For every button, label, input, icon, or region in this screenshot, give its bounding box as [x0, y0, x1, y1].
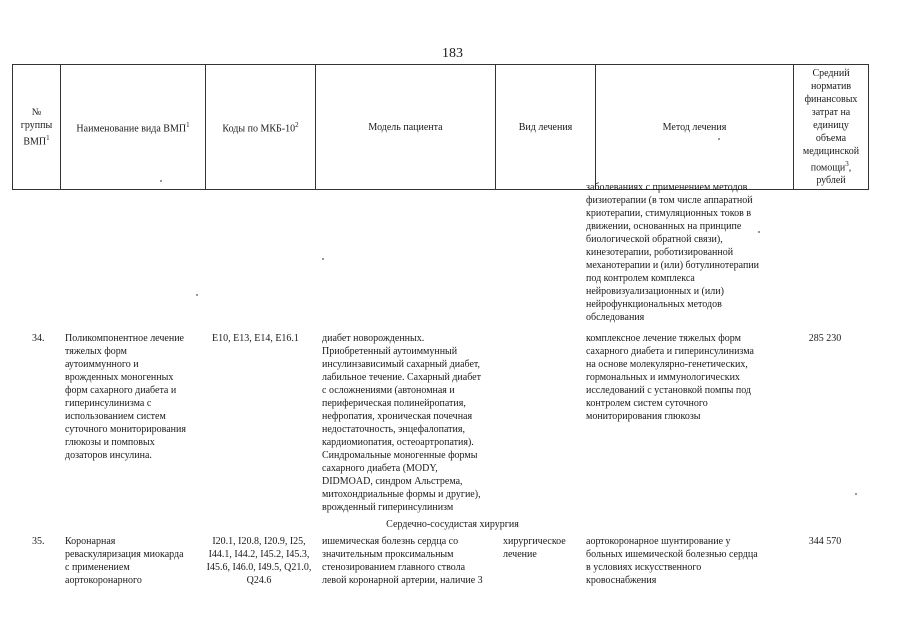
row-35-treatment-method: аортокоронарное шунтирование у больных ишемической болезнью сердца в условиях искусственного кровоснабжения [586, 536, 758, 586]
header-vmp-name: Наименование вида ВМП$^1$ [61, 65, 206, 190]
header-icd-codes: Коды по МКБ-$10^2$ [206, 65, 316, 190]
scan-speck [718, 138, 720, 140]
scan-speck [758, 231, 760, 233]
row-35-treatment-type: хирургическое лечение [503, 536, 566, 560]
row-34-cost: 285 230 [808, 333, 842, 344]
row-35-number: 35. [32, 536, 45, 547]
scan-speck [322, 258, 324, 260]
row-34-codes: E10, E13, E14, E16.1 [212, 333, 299, 344]
header-group-number: № группы ВМП$^1$ [13, 65, 61, 190]
row-34-name: Поликомпонентное лечение тяжелых форм аутоиммунного и врожденных моногенных форм сахарного диабета и гиперинсулинизма с использованием систем суточного мониторирования глюкозы и помповых дозаторов инсулина. [65, 333, 186, 461]
section-title: Сердечно-сосудистая хирургия [386, 519, 519, 530]
header-treatment-method: Метод лечения [596, 65, 794, 190]
header-patient-model: Модель пациента [316, 65, 496, 190]
scan-speck [160, 180, 162, 182]
scan-speck [855, 493, 857, 495]
row-34-patient-model: диабет новорожденных. Приобретенный аутоиммунный инсулинзависимый сахарный диабет, лабильное течение. Сахарный диабет с осложнениями (автономная и периферическая полинейропатия, нефропатия, хроническая почечная недостаточность, энцефалопатия, кардиомиопатия, остеоартропатия). Синдромальные моногенные формы сахарного диабета (MODY, DIDMOAD, синдром Альстрема, митохондриальные формы и другие), врожденный гиперинсулинизм [322, 333, 481, 513]
header-treatment-type: Вид лечения [496, 65, 596, 190]
table-header [12, 64, 869, 190]
row-34-number: 34. [32, 333, 45, 344]
header-average-cost: Средний норматив финансовых затрат на единицу объема медицинской помощи$^3$, рублей [794, 65, 869, 190]
continued-method-text: заболеваниях с применением методов физиотерапии (в том числе аппаратной криотерапии, стимуляционных токов в движении, основанных на принципе биологической обратной связи), кинезотерапии, роботизированной механотерапии и (или) ботулинотерапии под контролем комплекса нейровизуализационных и (или) нейрофункциональных методов обследования [586, 182, 760, 323]
row-34-treatment-method: комплексное лечение тяжелых форм сахарного диабета и гиперинсулинизма на основе молекулярно-генетических, гормональных и иммунологических исследований с установкой помпы под контролем систем суточного мониторирования глюкозы [586, 333, 754, 422]
row-35-codes: I20.1, I20.8, I20.9, I25, I44.1, I44.2, I45.2, I45.3, I45.6, I46.0, I49.5, Q21.0, Q24.6 [206, 536, 312, 586]
row-35-cost: 344 570 [808, 536, 842, 547]
row-35-patient-model: ишемическая болезнь сердца со значительным проксимальным стенозированием главного ствола левой коронарной артерии, наличие 3 [322, 536, 483, 586]
page-number: 183 [442, 46, 463, 61]
scan-speck [196, 294, 198, 296]
row-35-name: Коронарная реваскуляризация миокарда с применением аортокоронарного [65, 536, 184, 586]
